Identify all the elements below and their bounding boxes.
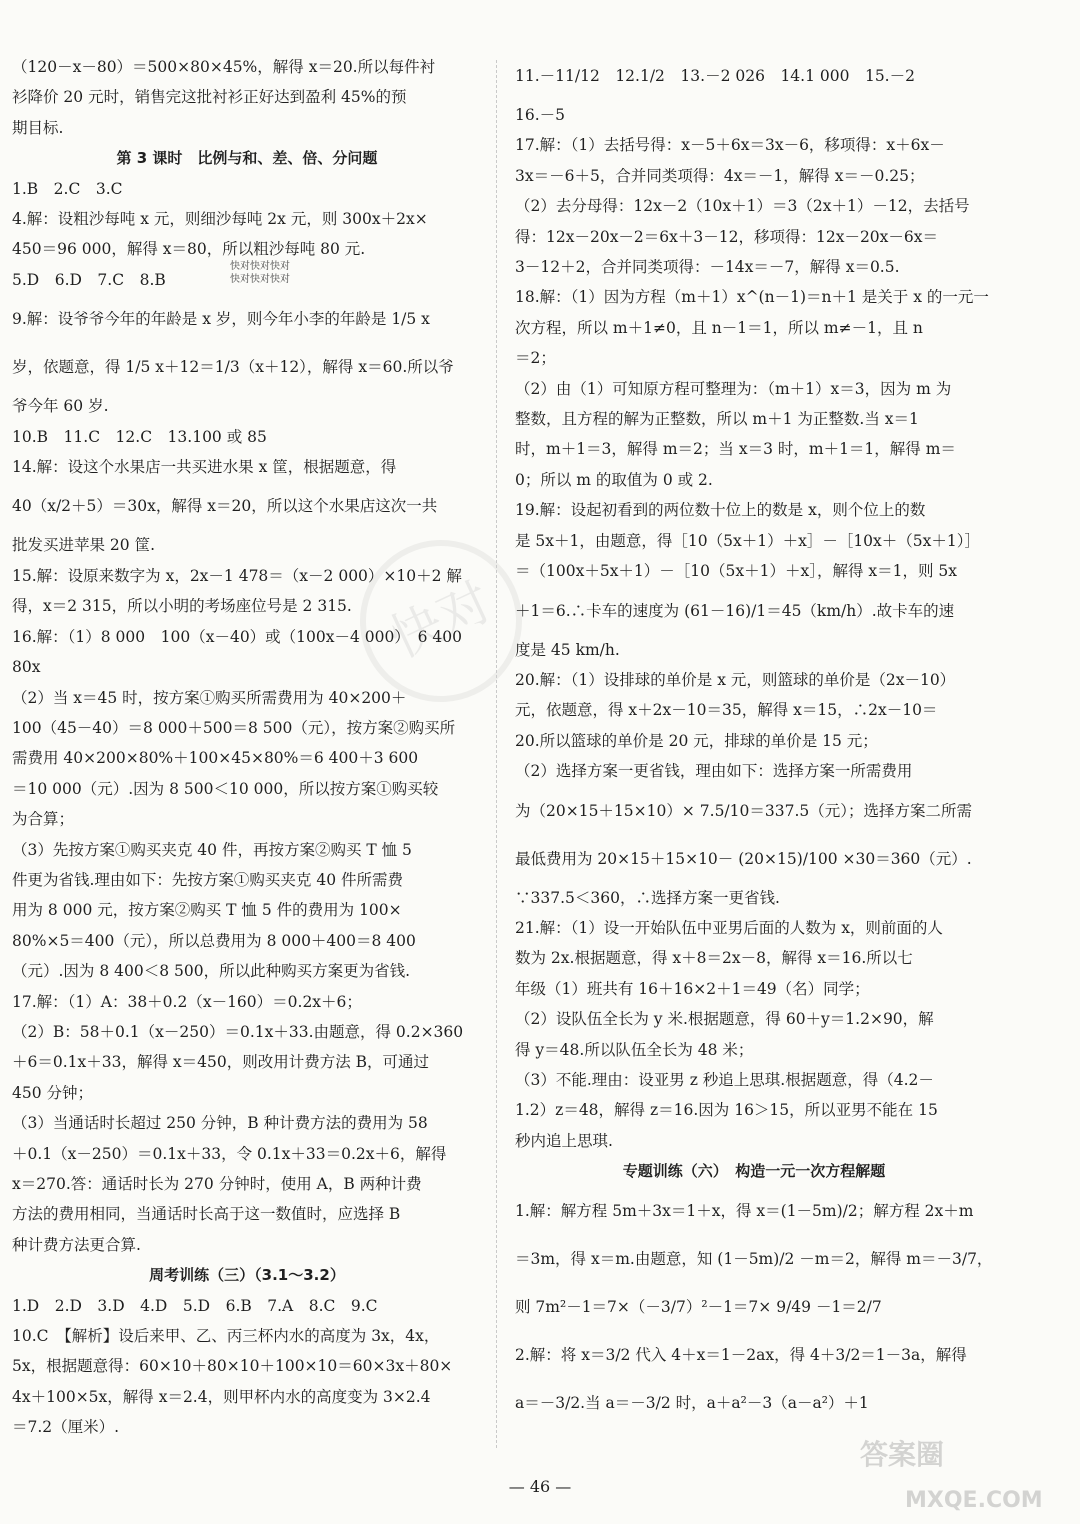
text-line: 1.B 2.C 3.C	[12, 179, 123, 198]
text-line: 5x，根据题意得：60×10＋80×10＋100×10＝60×3x＋80×	[12, 1357, 453, 1376]
text-line: 种计费方法更合算.	[12, 1235, 141, 1254]
text-line: 16.－5	[515, 106, 566, 124]
site-watermark-url: MXQE.COM	[905, 1488, 1043, 1513]
text-line: 衫降价 20 元时，销售完这批衬衫正好达到盈利 45%的预	[12, 88, 407, 107]
text-line: 元，依题意，得 x＋2x－10＝35，解得 x＝15，∴2x－10＝	[515, 701, 938, 720]
text-line: 1.D 2.D 3.D 4.D 5.D 6.B 7.A 8.C 9.C	[12, 1296, 378, 1315]
text-line: 3－12＋2，合并同类项得：－14x＝－7，解得 x＝0.5.	[515, 258, 900, 277]
text-line: 整数，且方程的解为正整数，所以 m＋1 为正整数.当 x＝1	[515, 410, 919, 429]
text-line: 20.所以篮球的单价是 20 元，排球的单价是 15 元；	[515, 731, 878, 750]
text-line: ＋0.1（x－250）＝0.1x＋33，令 0.1x＋33＝0.2x＋6，解得	[12, 1144, 447, 1163]
text-line: 则 7m²－1＝7×（－3/7）²－1＝7× 9/49 －1＝2/7	[515, 1297, 882, 1316]
page-number: — 46 —	[508, 1477, 572, 1496]
text-line: 度是 45 km/h.	[515, 640, 620, 659]
text-line: 4.解：设粗沙每吨 x 元，则细沙每吨 2x 元，则 300x＋2x×	[12, 210, 428, 229]
text-line: ＋1＝6.∴卡车的速度为 (61－16)/1＝45（km/h）.故卡车的速	[515, 601, 955, 620]
site-watermark-logo: 答案圈	[860, 1438, 945, 1471]
text-line: 爷今年 60 岁.	[12, 397, 109, 416]
text-line: 10.C 【解析】设后来甲、乙、丙三杯内水的高度为 3x，4x，	[12, 1327, 440, 1346]
text-line: （3）先按方案①购买夹克 40 件，再按方案②购买 T 恤 5	[12, 840, 412, 859]
text-line: 次方程，所以 m＋1≠0，且 n－1＝1，所以 m≠－1，且 n	[515, 318, 923, 337]
text-line: 批发买进苹果 20 筐.	[12, 536, 156, 555]
text-line: （2）B：58＋0.1（x－250）＝0.1x＋33.由题意，得 0.2×360	[12, 1022, 464, 1041]
text-line: 2.解：将 x＝3/2 代入 4＋x＝1－2ax，得 4＋3/2＝1－3a，解得	[515, 1345, 967, 1364]
text-line: （2）由（1）可知原方程可整理为：（m＋1）x＝3，因为 m 为	[515, 379, 952, 398]
text-line: 40（x/2＋5）＝30x，解得 x＝20，所以这个水果店这次一共	[12, 497, 438, 516]
text-line: 10.B 11.C 12.C 13.100 或 85	[12, 427, 267, 446]
text-line: 450 分钟；	[12, 1083, 94, 1102]
text-line: ∵337.5＜360，∴选择方案一更省钱.	[515, 888, 780, 907]
text-line: （3）当通话时长超过 250 分钟，B 种计费方法的费用为 58	[12, 1114, 428, 1133]
text-line: 得 y＝48.所以队伍全长为 48 米；	[515, 1040, 754, 1059]
text-line: 需费用 40×200×80%＋100×45×80%＝6 400＋3 600	[12, 749, 419, 768]
text-line: 21.解：（1）设一开始队伍中亚男后面的人数为 x，则前面的人	[515, 918, 943, 937]
text-line: 得：12x－20x－2＝6x＋3－12，移项得：12x－20x－6x＝	[515, 227, 939, 246]
text-line: 1.解：解方程 5m＋3x＝1＋x，得 x＝(1－5m)/2；解方程 2x＋m	[515, 1201, 974, 1220]
text-line: 数为 2x.根据题意，得 x＋8＝2x－8，解得 x＝16.所以七	[515, 949, 913, 968]
text-line: ＋6＝0.1x＋33，解得 x＝450，则改用计费方法 B，可通过	[12, 1053, 430, 1072]
text-line: 得，x＝2 315，所以小明的考场座位号是 2 315.	[12, 597, 352, 616]
text-line: 1.2）z＝48，解得 z＝16.因为 16＞15，所以亚男不能在 15	[515, 1101, 938, 1120]
text-line: 450＝96 000，解得 x＝80，所以粗沙每吨 80 元.	[12, 240, 366, 259]
text-line: （元）.因为 8 400＜8 500，所以此种购买方案更为省钱.	[12, 962, 411, 981]
text-line: x＝270.答：通话时长为 270 分钟时，使用 A，B 两种计费	[12, 1175, 422, 1193]
text-line: （3）不能.理由：设亚男 z 秒追上思琪.根据题意，得（4.2－	[515, 1070, 934, 1089]
text-line: （2）当 x＝45 时，按方案①购买所需费用为 40×200＋	[12, 688, 407, 707]
text-line: 是 5x＋1，由题意，得［10（5x＋1）＋x］－［10x＋（5x＋1）］	[515, 531, 981, 550]
text-line: 20.解：（1）设排球的单价是 x 元，则篮球的单价是（2x－10）	[515, 670, 956, 689]
left-column	[12, 52, 482, 1443]
text-line: 最低费用为 20×15＋15×10－ (20×15)/100 ×30＝360（元）.	[515, 849, 972, 868]
text-line: 0；所以 m 的取值为 0 或 2.	[515, 470, 713, 489]
text-line: ＝（100x＋5x＋1）－［10（5x＋1）＋x］，解得 x＝1，则 5x	[515, 562, 958, 581]
text-line: 19.解：设起初看到的两位数十位上的数是 x，则个位上的数	[515, 501, 926, 520]
text-line: 11.－11/12 12.1/2 13.－2 026 14.1 000 15.－2	[515, 67, 915, 85]
text-line: 18.解：（1）因为方程（m＋1）x^(n－1)＝n＋1 是关于 x 的一元一	[515, 288, 989, 307]
right-column	[515, 52, 993, 1427]
text-line: 方法的费用相同，当通话时长高于这一数值时，应选择 B	[12, 1205, 401, 1224]
text-line: 时，m＋1＝3，解得 m＝2；当 x＝3 时，m＋1＝1，解得 m＝	[515, 440, 956, 459]
text-line: （2）选择方案一更省钱，理由如下：选择方案一所需费用	[515, 762, 913, 781]
text-line: 17.解：（1）A：38＋0.2（x－160）＝0.2x＋6；	[12, 992, 362, 1011]
section-heading: 第 3 课时 比例与和、差、倍、分问题	[116, 149, 378, 168]
text-line: 5.D 6.D 7.C 8.B	[12, 270, 166, 289]
text-line: 期目标.	[12, 118, 64, 137]
text-line: 件更为省钱.理由如下：先按方案①购买夹克 40 件所需费	[12, 870, 404, 889]
text-line: 年级（1）班共有 16＋16×2＋1＝49（名）同学；	[515, 979, 870, 998]
kuaidui-watermark: 快对	[333, 513, 548, 728]
text-line: 3x＝－6＋5，合并同类项得：4x＝－1，解得 x＝－0.25；	[515, 166, 925, 185]
section-heading: 周考训练（三）（3.1～3.2）	[149, 1266, 345, 1285]
text-line: 4x＋100×5x，解得 x＝2.4，则甲杯内水的高度变为 3×2.4	[12, 1387, 431, 1406]
text-line: 15.解：设原来数字为 x，2x－1 478＝（x－2 000）×10＋2 解	[12, 566, 462, 585]
text-line: 岁，依题意，得 1/5 x＋12＝1/3（x＋12），解得 x＝60.所以爷	[12, 358, 454, 377]
text-line: （2）设队伍全长为 y 米.根据题意，得 60＋y＝1.2×90，解	[515, 1010, 934, 1029]
text-line: 秒内追上思琪.	[515, 1131, 613, 1150]
text-line: ＝7.2（厘米）.	[12, 1418, 120, 1437]
section-heading: 专题训练（六） 构造一元一次方程解题	[622, 1162, 886, 1181]
text-line: ＝10 000（元）.因为 8 500＜10 000，所以按方案①购买较	[12, 779, 439, 798]
text-line: 80x	[12, 658, 41, 677]
text-line: 17.解：（1）去括号得：x－5＋6x＝3x－6，移项得：x＋6x－	[515, 136, 945, 155]
text-line: 9.解：设爷爷今年的年龄是 x 岁，则今年小李的年龄是 1/5 x	[12, 310, 430, 329]
text-line: 14.解：设这个水果店一共买进水果 x 筐，根据题意，得	[12, 458, 397, 477]
text-line: 为合算；	[12, 810, 75, 829]
text-line: a＝－3/2.当 a＝－3/2 时，a＋a²－3（a－a²）＋1	[515, 1393, 869, 1412]
text-line: （120－x－80）＝500×80×45%，解得 x＝20.所以每件衬	[12, 58, 436, 76]
text-line: 100（45－40）＝8 000＋500＝8 500（元），按方案②购买所	[12, 718, 456, 737]
small-watermark-text: 快对快对快对 快对快对快对	[230, 261, 290, 285]
column-divider	[496, 60, 497, 1448]
text-line: 为（20×15＋15×10）× 7.5/10＝337.5（元）；选择方案二所需	[515, 801, 973, 820]
text-line: 80%×5＝400（元），所以总费用为 8 000＋400＝8 400	[12, 931, 416, 950]
text-line: 用为 8 000 元，按方案②购买 T 恤 5 件的费用为 100×	[12, 901, 402, 920]
text-line: 16.解：（1）8 000 100（x－40）或（100x－4 000） 6 400	[12, 627, 463, 646]
text-line: （2）去分母得：12x－2（10x＋1）＝3（2x＋1）－12，去括号	[515, 197, 970, 216]
text-line: ＝2；	[515, 349, 556, 368]
text-line: ＝3m，得 x＝m.由题意，知 (1－5m)/2 －m＝2，解得 m＝－3/7，	[515, 1249, 993, 1268]
